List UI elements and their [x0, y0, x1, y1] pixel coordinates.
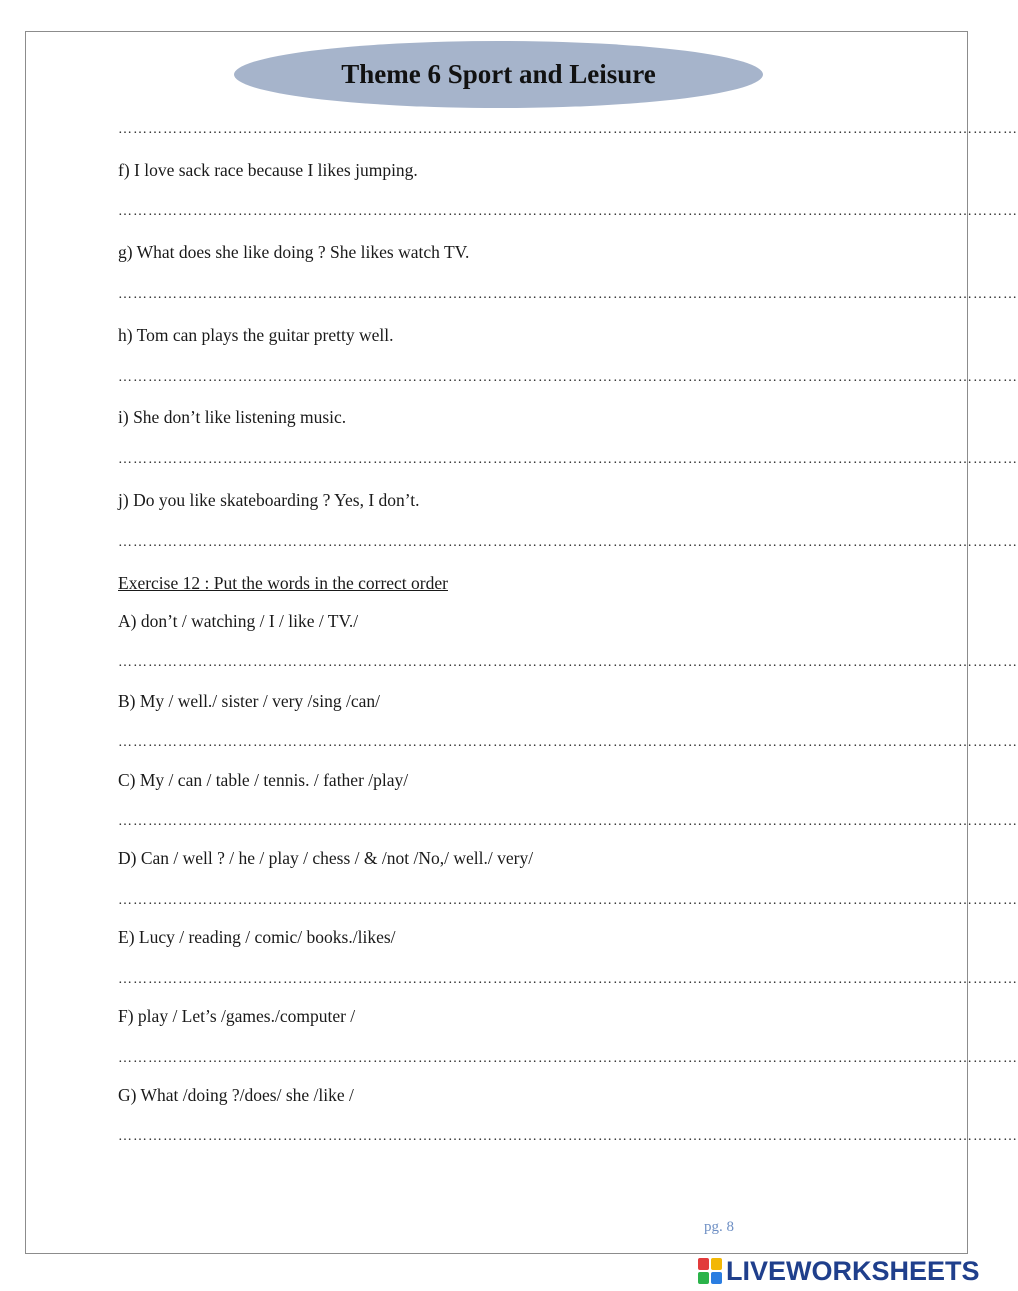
- liveworksheets-icon: [698, 1258, 722, 1284]
- answer-line[interactable]: ………………………………………………………………………………………………………………………………………………………………: [118, 1051, 1018, 1066]
- exercise-12-heading: Exercise 12 : Put the words in the correct order: [118, 573, 448, 593]
- brand-logo[interactable]: [698, 1256, 980, 1286]
- sentence-h: h) Tom can plays the guitar pretty well.: [118, 325, 394, 345]
- sentence-g: g) What does she like doing ? She likes watch TV.: [118, 242, 470, 262]
- sentence-f: f) I love sack race because I likes jumping.: [118, 160, 418, 180]
- reorder-item-G: G) What /doing ?/does/ she /like /: [118, 1085, 354, 1105]
- page-title: Theme 6 Sport and Leisure: [341, 59, 656, 89]
- brand-name: LIVEWORKSHEETS: [726, 1255, 980, 1286]
- reorder-item-E: E) Lucy / reading / comic/ books./likes/: [118, 927, 396, 947]
- answer-line[interactable]: ………………………………………………………………………………………………………………………………………………………………: [118, 814, 1018, 829]
- answer-line[interactable]: ………………………………………………………………………………………………………………………………………………………………: [118, 655, 1018, 670]
- reorder-item-D: D) Can / well ? / he / play / chess / & /not /No,/ well./ very/: [118, 848, 534, 868]
- reorder-item-A: A) don’t / watching / I / like / TV./: [118, 611, 359, 631]
- sentence-i: i) She don’t like listening music.: [118, 407, 347, 427]
- answer-line[interactable]: ………………………………………………………………………………………………………………………………………………………………: [118, 204, 1018, 219]
- sentence-j: j) Do you like skateboarding ? Yes, I don’t.: [118, 490, 420, 510]
- answer-line[interactable]: ………………………………………………………………………………………………………………………………………………………………: [118, 370, 1018, 385]
- answer-line[interactable]: ………………………………………………………………………………………………………………………………………………………………: [118, 452, 1018, 467]
- title-banner: [234, 41, 763, 108]
- page-number: pg. 8: [704, 1219, 734, 1235]
- reorder-item-F: F) play / Let’s /games./computer /: [118, 1006, 356, 1026]
- answer-line[interactable]: ………………………………………………………………………………………………………………………………………………………………: [118, 972, 1018, 987]
- reorder-item-B: B) My / well./ sister / very /sing /can/: [118, 691, 380, 711]
- answer-line[interactable]: ………………………………………………………………………………………………………………………………………………………………: [118, 735, 1018, 750]
- answer-line[interactable]: ………………………………………………………………………………………………………………………………………………………………: [118, 287, 1018, 302]
- answer-line[interactable]: ………………………………………………………………………………………………………………………………………………………………: [118, 1129, 1018, 1144]
- answer-line[interactable]: ………………………………………………………………………………………………………………………………………………………………: [118, 535, 1018, 550]
- answer-line[interactable]: ………………………………………………………………………………………………………………………………………………………………: [118, 122, 1018, 137]
- reorder-item-C: C) My / can / table / tennis. / father /play/: [118, 770, 409, 790]
- answer-line[interactable]: ………………………………………………………………………………………………………………………………………………………………: [118, 893, 1018, 908]
